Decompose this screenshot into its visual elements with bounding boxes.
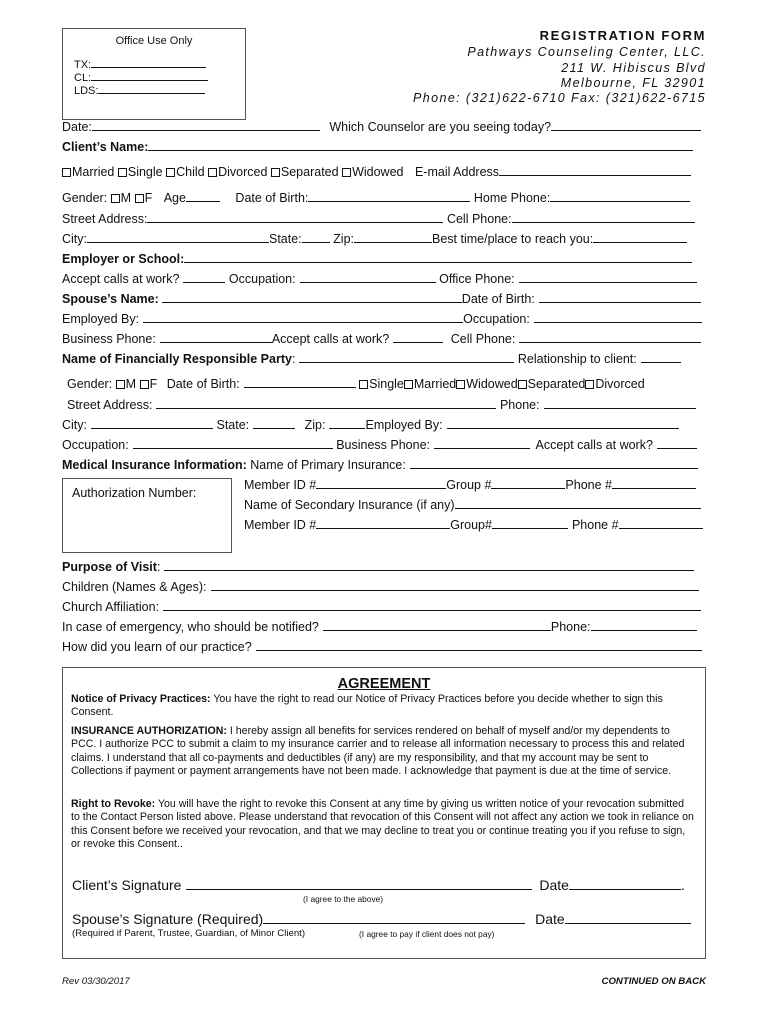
employer-label: Employer or School: — [62, 252, 185, 266]
spouse-signature-field[interactable] — [263, 911, 525, 924]
resp-female-label: F — [149, 377, 158, 391]
email-label: E-mail Address — [414, 165, 500, 179]
form-title: REGISTRATION FORM — [539, 28, 706, 43]
relationship-label: Relationship to client: — [517, 352, 637, 366]
spouse-name-row — [62, 292, 701, 306]
counselor-field[interactable] — [551, 120, 701, 131]
phone-label-2: Phone # — [571, 518, 619, 532]
work-row — [62, 272, 697, 286]
resp-male-checkbox[interactable] — [116, 380, 125, 389]
revoke-paragraph — [71, 798, 695, 851]
spouse-phone-row — [62, 332, 701, 346]
male-label: M — [120, 191, 132, 205]
resp-business-phone-label: Business Phone: — [336, 438, 431, 452]
church-row — [62, 600, 701, 614]
privacy-paragraph — [71, 693, 695, 720]
checkbox-icon — [456, 380, 465, 389]
zip-label: Zip: — [333, 232, 354, 246]
office-use-box — [62, 28, 246, 120]
checkbox-icon — [585, 380, 594, 389]
primary-insurance-label: Name of Primary Insurance: — [250, 458, 406, 472]
resp-dob-field[interactable] — [244, 377, 356, 388]
org-name: Pathways Counseling Center, LLC. — [467, 45, 706, 59]
lds-field[interactable] — [98, 85, 205, 94]
revoke-text: You will have the right to revoke this Consent at any time by giving us written notice of your revocation submitted to the Contact Person listed above. Please understand that revocation of this Consent will not affect any action we took in reliance on this Consent before we received your revocation, and that we may decline to treat you or continue treating you if you refuse to sign, — [71, 798, 694, 837]
phone-label-1: Phone # — [565, 478, 612, 492]
gender-row — [62, 191, 690, 205]
dob-field[interactable] — [308, 191, 470, 202]
spouse-cell-field[interactable] — [519, 332, 701, 343]
children-label: Children (Names & Ages): — [62, 580, 207, 594]
resp-occupation-field[interactable] — [133, 438, 333, 449]
checkbox-icon — [404, 380, 413, 389]
authorization-box[interactable] — [62, 478, 232, 553]
resp-business-phone-field[interactable] — [434, 438, 530, 449]
client-signature-label: Client’s Signature — [72, 877, 182, 893]
client-signature-row: Client’s Signature Date . — [72, 877, 685, 893]
resp-accept-calls-label: Accept calls at work? — [535, 438, 653, 452]
spouse-dob-label: Date of Birth: — [461, 292, 535, 306]
marital-status-row — [62, 165, 691, 179]
checkbox-icon — [118, 168, 127, 177]
member-id-label-1: Member ID # — [244, 478, 317, 492]
purpose-label: Purpose of Visit — [62, 560, 157, 574]
accept-calls-field[interactable] — [183, 272, 225, 283]
resp-accept-calls-field[interactable] — [657, 438, 697, 449]
checkbox-icon — [271, 168, 280, 177]
tx-field[interactable] — [91, 59, 206, 68]
resp-status-single[interactable]: Single — [359, 377, 404, 391]
resp-occupation-label: Occupation: — [62, 438, 129, 452]
member-id-field-1[interactable] — [316, 478, 446, 489]
status-widowed[interactable]: Widowed — [342, 165, 403, 179]
resp-status-married[interactable]: Married — [404, 377, 456, 391]
resp-employed-field[interactable] — [447, 418, 679, 429]
spouse-employed-label: Employed By: — [62, 312, 140, 326]
org-address-1: 211 W. Hibiscus Blvd — [561, 61, 706, 75]
checkbox-icon — [62, 168, 71, 177]
office-phone-field[interactable] — [519, 272, 697, 283]
revoke-tail: or revoke this Consent.. — [71, 837, 183, 850]
primary-insurance-field[interactable] — [410, 458, 698, 469]
best-time-label: Best time/place to reach you: — [432, 232, 594, 246]
date-label: Date: — [62, 120, 92, 134]
phone-field-2[interactable] — [619, 518, 703, 529]
agreement-title: AGREEMENT — [337, 676, 431, 692]
city-row — [62, 232, 687, 246]
spouse-dob-field[interactable] — [539, 292, 701, 303]
client-name-field[interactable] — [148, 140, 693, 151]
tx-label: TX: — [74, 59, 92, 71]
status-divorced[interactable]: Divorced — [208, 165, 267, 179]
resp-zip-label: Zip: — [304, 418, 326, 432]
spouse-date-label: Date — [535, 911, 565, 927]
spouse-employed-field[interactable] — [143, 312, 463, 323]
group-field-2[interactable] — [492, 518, 568, 529]
emergency-field[interactable] — [323, 620, 551, 631]
city-field[interactable] — [87, 232, 269, 243]
continued-label: CONTINUED ON BACK — [601, 976, 706, 987]
street-field[interactable] — [147, 212, 443, 223]
resp-phone-label: Phone: — [499, 398, 540, 412]
resp-work-row — [62, 438, 697, 452]
learn-field[interactable] — [256, 640, 702, 651]
street-row — [62, 212, 695, 226]
spouse-occupation-field[interactable] — [534, 312, 702, 323]
agreement-box — [62, 667, 706, 959]
cell-label: Cell Phone: — [446, 212, 512, 226]
group-label-2: Group# — [450, 518, 492, 532]
member-id-field-2[interactable] — [316, 518, 450, 529]
state-field[interactable] — [302, 232, 330, 243]
church-label: Church Affiliation: — [62, 600, 160, 614]
zip-field[interactable] — [354, 232, 432, 243]
client-name-label: Client’s Name — [62, 140, 145, 154]
insurance-auth-text: I hereby assign all benefits for services rendered on behalf of myself and/or my dependents to PCC. I authorize PCC to submit a claim to my insurance carrier and to release all information necessary to process this and related claims. I understand that all co-payments and deductibles (if any) are my responsibility, and that my account may be sent to Collections if payment or payment arrangements have not been made. I acknowledge that payment is due at the time of service. — [71, 725, 685, 777]
employer-field[interactable] — [184, 252, 692, 263]
client-signature-note: (I agree to the above) — [303, 894, 384, 904]
spouse-occupation-label: Occupation: — [463, 312, 530, 326]
resp-male-label: M — [125, 377, 137, 391]
resp-employed-label: Employed By: — [365, 418, 443, 432]
member-row-2 — [244, 518, 703, 532]
responsible-field[interactable] — [299, 352, 514, 363]
spouse-signature-note-1: (Required if Parent, Trustee, Guardian, of Minor Client) — [72, 928, 306, 939]
emergency-label: In case of emergency, who should be notified? — [62, 620, 319, 634]
member-row-1 — [244, 478, 696, 492]
spouse-name-field[interactable] — [162, 292, 462, 303]
email-field[interactable] — [499, 165, 691, 176]
home-phone-label: Home Phone: — [473, 191, 551, 205]
spouse-name-label: Spouse’s Name: — [62, 292, 159, 306]
insurance-label: Medical Insurance Information: — [62, 458, 247, 472]
city-label: City: — [62, 232, 87, 246]
cl-field[interactable] — [91, 72, 208, 81]
responsible-label: Name of Financially Responsible Party — [62, 352, 292, 366]
gender-label: Gender: — [62, 191, 108, 205]
age-label: Age — [163, 191, 186, 205]
date-field[interactable] — [92, 120, 320, 131]
insurance-row — [62, 458, 698, 472]
lds-label: LDS: — [74, 85, 99, 97]
org-address-2: Melbourne, FL 32901 — [560, 76, 706, 90]
counselor-label: Which Counselor are you seeing today? — [329, 120, 552, 134]
state-label: State: — [269, 232, 302, 246]
phone-field-1[interactable] — [612, 478, 696, 489]
resp-street-field[interactable] — [156, 398, 496, 409]
best-time-field[interactable] — [593, 232, 687, 243]
spouse-accept-calls-label: Accept calls at work? — [271, 332, 390, 346]
male-checkbox[interactable] — [111, 194, 120, 203]
children-row — [62, 580, 699, 594]
secondary-insurance-field[interactable] — [455, 498, 701, 509]
resp-female-checkbox[interactable] — [140, 380, 149, 389]
group-label-1: Group # — [446, 478, 492, 492]
spouse-signature-row — [72, 911, 691, 927]
authorization-label: Authorization Number: — [72, 486, 197, 500]
status-single[interactable]: Single — [118, 165, 163, 179]
learn-row — [62, 640, 702, 654]
emergency-phone-label: Phone: — [550, 620, 591, 634]
date-row — [62, 120, 701, 134]
office-phone-label: Office Phone: — [439, 272, 515, 286]
org-phone: Phone: (321)622-6710 Fax: (321)622-6715 — [413, 91, 706, 105]
insurance-auth-label: INSURANCE AUTHORIZATION: — [71, 725, 227, 737]
purpose-row: Purpose of Visit: — [62, 560, 694, 574]
resp-state-field[interactable] — [253, 418, 295, 429]
revision-label: Rev 03/30/2017 — [62, 976, 130, 987]
resp-gender-label: Gender: — [67, 377, 113, 391]
spouse-cell-label: Cell Phone: — [450, 332, 516, 346]
home-phone-field[interactable] — [550, 191, 690, 202]
revoke-label: Right to Revoke: — [71, 798, 156, 810]
resp-dob-label: Date of Birth: — [166, 377, 240, 391]
age-field[interactable] — [186, 191, 220, 202]
children-field[interactable] — [211, 580, 699, 591]
spouse-date-field[interactable] — [565, 911, 691, 924]
cell-field[interactable] — [512, 212, 695, 223]
cl-label: CL: — [74, 72, 92, 84]
resp-status-widowed[interactable]: Widowed — [456, 377, 517, 391]
resp-zip-field[interactable] — [329, 418, 365, 429]
resp-status-divorced[interactable]: Divorced — [585, 377, 644, 391]
resp-street-row — [67, 398, 696, 412]
secondary-insurance-label: Name of Secondary Insurance (if any) — [244, 498, 455, 512]
emergency-phone-field[interactable] — [591, 620, 697, 631]
female-label: F — [144, 191, 153, 205]
status-married[interactable]: Married — [62, 165, 114, 179]
resp-phone-field[interactable] — [544, 398, 696, 409]
church-field[interactable] — [163, 600, 701, 611]
resp-city-field[interactable] — [91, 418, 213, 429]
checkbox-icon — [166, 168, 175, 177]
relationship-field[interactable] — [641, 352, 681, 363]
privacy-label: Notice of Privacy Practices: — [71, 693, 211, 705]
resp-city-row — [62, 418, 679, 432]
checkbox-icon — [342, 168, 351, 177]
dob-label: Date of Birth: — [235, 191, 309, 205]
resp-state-label: State: — [216, 418, 250, 432]
client-date-label: Date — [539, 877, 569, 893]
spouse-signature-note-2: (I agree to pay if client does not pay) — [359, 929, 495, 939]
privacy-text: You have the right to read our Notice of Privacy Practices before you decide whether to sign this Consent. — [71, 693, 663, 719]
spouse-business-phone-label: Business Phone: — [62, 332, 156, 346]
purpose-field[interactable] — [164, 560, 694, 571]
street-label: Street Address: — [62, 212, 148, 226]
checkbox-icon — [518, 380, 527, 389]
emergency-row — [62, 620, 697, 634]
spouse-accept-calls-field[interactable] — [393, 332, 443, 343]
responsible-row: Name of Financially Responsible Party: Relationship to client: — [62, 352, 681, 366]
responsible-gender-row — [67, 377, 645, 391]
office-use-title: Office Use Only — [115, 35, 193, 47]
spouse-signature-label: Spouse’s Signature (Required) — [72, 911, 264, 927]
insurance-auth-paragraph — [71, 725, 695, 778]
checkbox-icon — [359, 380, 368, 389]
resp-city-label: City: — [62, 418, 87, 432]
occupation-label: Occupation: — [228, 272, 296, 286]
status-child[interactable]: Child — [166, 165, 205, 179]
female-checkbox[interactable] — [135, 194, 144, 203]
checkbox-icon — [208, 168, 217, 177]
secondary-row — [244, 498, 701, 512]
resp-street-label: Street Address: — [67, 398, 153, 412]
employer-row — [62, 252, 692, 266]
accept-calls-label: Accept calls at work? — [62, 272, 180, 286]
client-date-field[interactable] — [569, 877, 681, 890]
group-field-1[interactable] — [491, 478, 565, 489]
spouse-employer-row — [62, 312, 702, 326]
spouse-business-phone-field[interactable] — [160, 332, 272, 343]
learn-label: How did you learn of our practice? — [62, 640, 252, 654]
client-name-row: Client’s Name: — [62, 140, 693, 154]
client-signature-field[interactable] — [186, 877, 532, 890]
resp-status-separated[interactable]: Separated — [518, 377, 586, 391]
occupation-field[interactable] — [300, 272, 436, 283]
status-separated[interactable]: Separated — [271, 165, 339, 179]
member-id-label-2: Member ID # — [244, 518, 317, 532]
